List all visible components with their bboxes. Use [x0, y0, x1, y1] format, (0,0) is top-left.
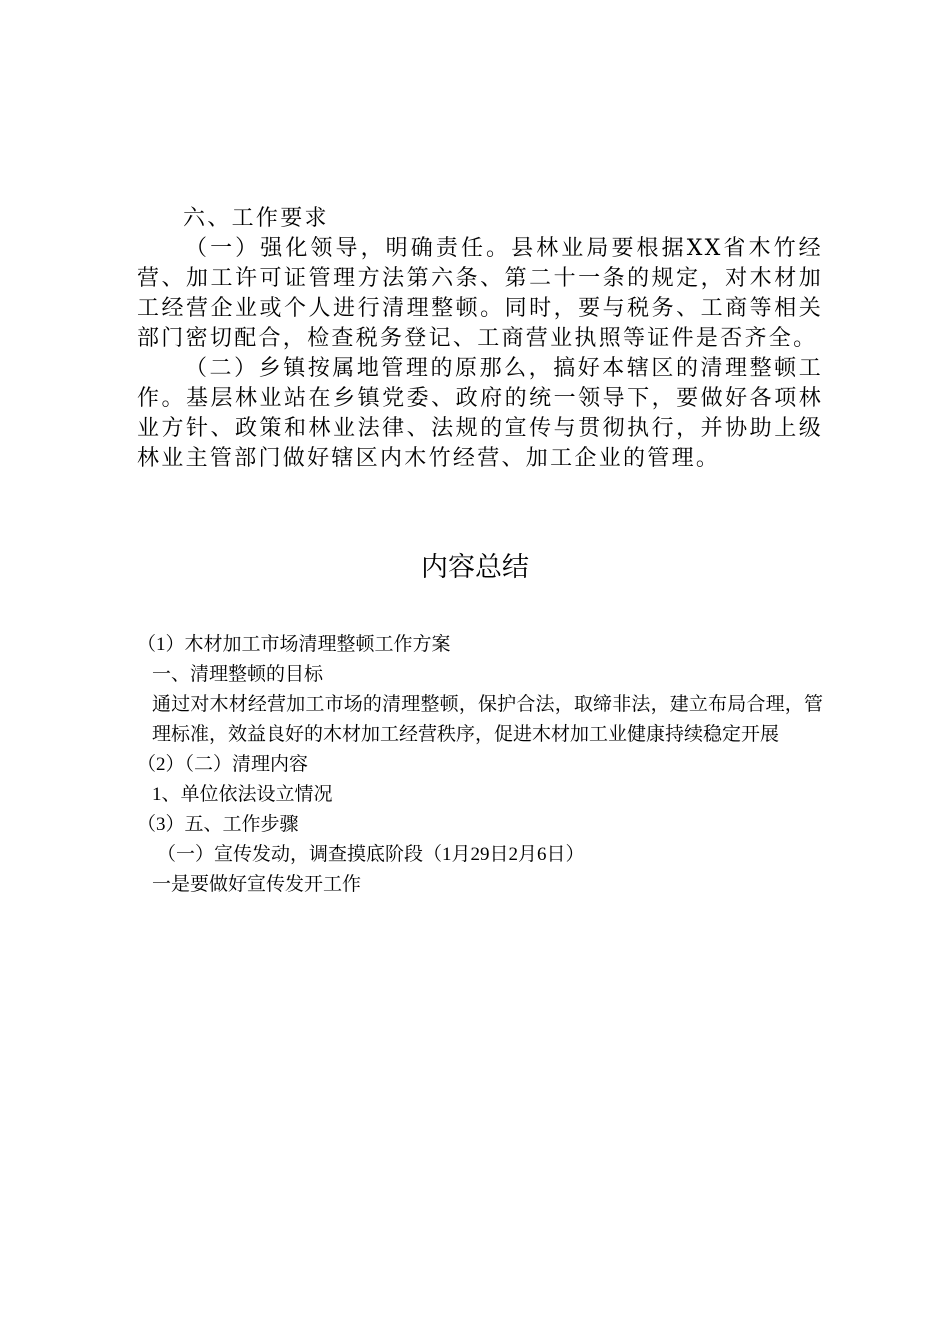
paragraph-township: （二）乡镇按属地管理的原那么，搞好本辖区的清理整顿工作。基层林业站在乡镇党委、政府的统一领导下，要做好各项林业方针、政策和林业法律、法规的宣传与贯彻执行，并协助上级林业主管部门做好辖区内木竹经营、加工企业的管理。 [137, 356, 823, 471]
summary-line: （2）（二）清理内容 [137, 754, 309, 775]
paragraph-leadership: （一）强化领导，明确责任。县林业局要根据XX省木竹经营、加工许可证管理方法第六条、第二十一条的规定，对木材加工经营企业或个人进行清理整顿。同时，要与税务、工商等相关部门密切配合，检查税务登记、工商营业执照等证件是否齐全。 [137, 236, 823, 351]
section-heading: 六、工作要求 [183, 206, 329, 231]
summary-line: （1）木材加工市场清理整顿工作方案 [137, 634, 451, 655]
summary-content [137, 630, 823, 900]
summary-line: （一）宣传发动，调查摸底阶段（1月29日2月6日） [157, 844, 585, 865]
summary-line: 通过对木材经营加工市场的清理整顿，保护合法，取缔非法，建立布局合理，管理标准，效益良好的木材加工经营秩序，促进木材加工业健康持续稳定开展 [152, 694, 823, 745]
summary-line: 1、单位依法设立情况 [152, 784, 333, 805]
summary-line: 一、清理整顿的目标 [152, 664, 324, 685]
summary-title: 内容总结 [421, 552, 529, 583]
summary-line: 一是要做好宣传发开工作 [152, 874, 362, 895]
work-requirements-section [137, 204, 823, 474]
summary-line: （3）五、工作步骤 [137, 814, 299, 835]
